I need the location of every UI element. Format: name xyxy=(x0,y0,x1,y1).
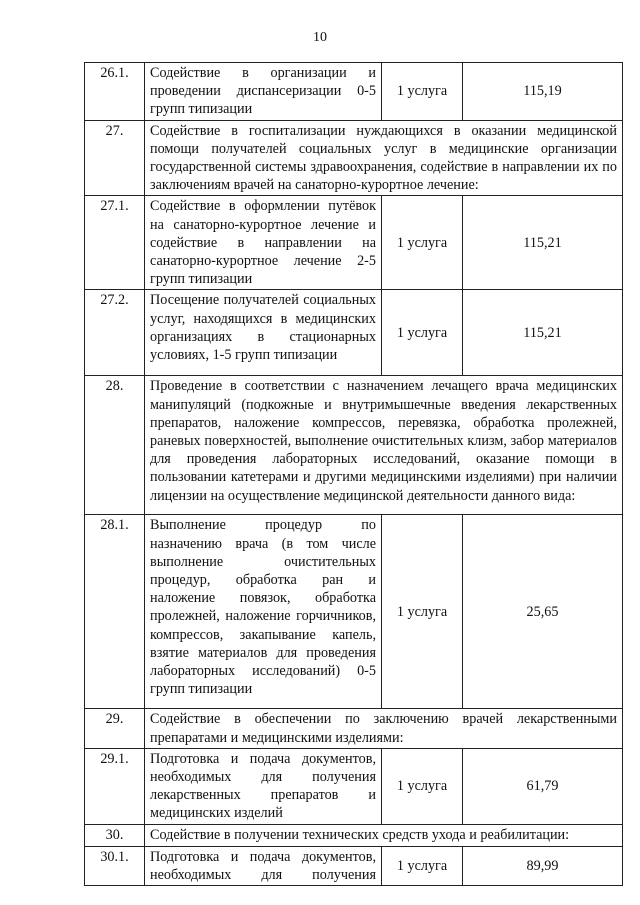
section-description: Проведение в соответствии с назначением лечащего врача медицинских манипуляций (подкожные и внутримышечные введения лекарственных препаратов, наложение компрессов, перевязка, обработка пролежней, раневых поверхностей, выполнение очистительных клизм, забор материалов для проведения лабораторных исследований, оказание помощи в пользовании катетерами и другими медицинскими изделиями) при наличии лицензии на осуществление медицинской деятельности данного вида: xyxy=(145,376,623,515)
table-row xyxy=(85,515,623,709)
unit-cell: 1 услуга xyxy=(382,748,463,824)
service-description: Подготовка и подача документов, необходимых для получения лекарственных препаратов и медицинских изделий xyxy=(145,748,382,824)
service-description: Подготовка и подача документов, необходимых для получения xyxy=(145,846,382,885)
page-number: 10 xyxy=(313,30,327,45)
row-number: 29. xyxy=(85,709,145,748)
table-row xyxy=(85,120,623,196)
row-number: 28.1. xyxy=(85,515,145,709)
service-description: Выполнение процедур по назначению врача (в том числе выполнение очистительных процедур, обработка ран и наложение повязок, обработка пролежней, наложение горчичников, компрессов, закапывание капель, взятие материалов для проведения лабораторных исследований) 0-5 групп типизации xyxy=(145,515,382,709)
table-row xyxy=(85,824,623,846)
table-row xyxy=(85,846,623,885)
table-row xyxy=(85,196,623,290)
services-table xyxy=(84,62,623,886)
table-row xyxy=(85,748,623,824)
section-description: Содействие в госпитализации нуждающихся в оказании медицинской помощи получателей социальных услуг в медицинские организации государственной системы здравоохранения, содействие в направлении их по заключениям врачей на санаторно-курортное лечение: xyxy=(145,120,623,196)
price-cell: 61,79 xyxy=(463,748,623,824)
price-cell: 115,21 xyxy=(463,196,623,290)
row-number: 29.1. xyxy=(85,748,145,824)
price-cell: 25,65 xyxy=(463,515,623,709)
row-number: 26.1. xyxy=(85,63,145,121)
row-number: 28. xyxy=(85,376,145,515)
unit-cell: 1 услуга xyxy=(382,846,463,885)
table-row xyxy=(85,290,623,376)
table-row xyxy=(85,709,623,748)
row-number: 27. xyxy=(85,120,145,196)
service-description: Содействие в организации и проведении диспансеризации 0-5 групп типизации xyxy=(145,63,382,121)
row-number: 30. xyxy=(85,824,145,846)
row-number: 27.1. xyxy=(85,196,145,290)
section-description: Содействие в обеспечении по заключению врачей лекарственными препаратами и медицинскими изделиями: xyxy=(145,709,623,748)
table-row xyxy=(85,63,623,121)
price-cell: 89,99 xyxy=(463,846,623,885)
service-description: Содействие в оформлении путёвок на санаторно-курортное лечение и содействие в направлении на санаторно-курортное лечение 2-5 групп типизации xyxy=(145,196,382,290)
unit-cell: 1 услуга xyxy=(382,515,463,709)
price-cell: 115,19 xyxy=(463,63,623,121)
table-row xyxy=(85,376,623,515)
service-description: Посещение получателей социальных услуг, находящихся в медицинских организациях в стационарных условиях, 1-5 групп типизации xyxy=(145,290,382,376)
section-description: Содействие в получении технических средств ухода и реабилитации: xyxy=(145,824,623,846)
unit-cell: 1 услуга xyxy=(382,63,463,121)
unit-cell: 1 услуга xyxy=(382,196,463,290)
unit-cell: 1 услуга xyxy=(382,290,463,376)
price-cell: 115,21 xyxy=(463,290,623,376)
row-number: 27.2. xyxy=(85,290,145,376)
row-number: 30.1. xyxy=(85,846,145,885)
